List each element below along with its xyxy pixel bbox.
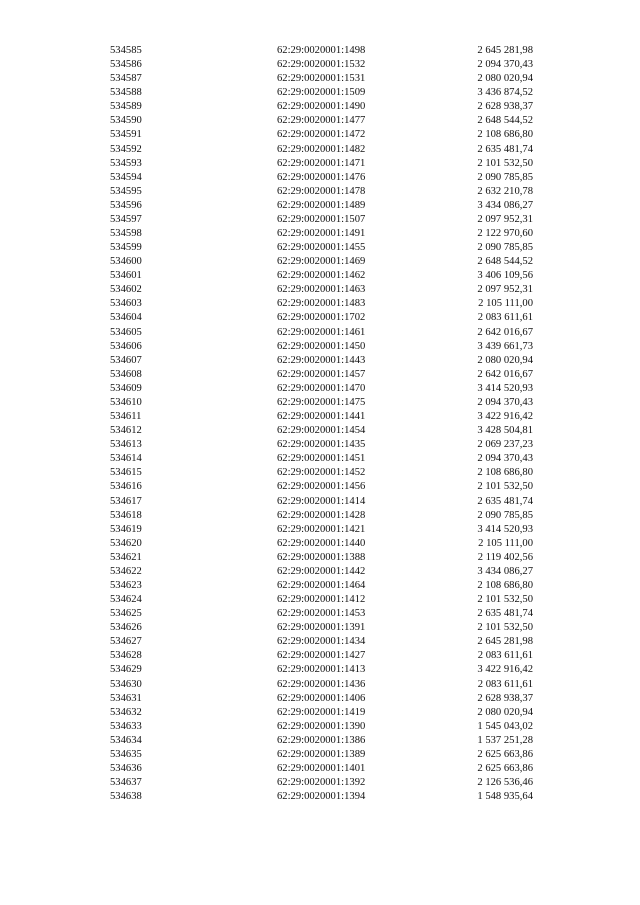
cadastral-number: 62:29:0020001:1491 xyxy=(277,228,366,240)
table-row xyxy=(0,185,640,199)
cadastral-value: 2 080 020,94 xyxy=(477,73,533,85)
cadastral-number: 62:29:0020001:1469 xyxy=(277,256,366,268)
record-number: 534609 xyxy=(110,382,142,394)
table-row xyxy=(0,720,640,734)
record-number: 534624 xyxy=(110,594,142,606)
cadastral-value: 2 080 020,94 xyxy=(477,354,533,366)
table-row xyxy=(0,410,640,424)
table-row xyxy=(0,326,640,340)
table-row xyxy=(0,213,640,227)
table-row xyxy=(0,58,640,72)
cadastral-number: 62:29:0020001:1457 xyxy=(277,368,366,380)
cadastral-value: 2 105 111,00 xyxy=(478,537,533,549)
record-number: 534617 xyxy=(110,495,142,507)
cadastral-number: 62:29:0020001:1489 xyxy=(277,199,366,211)
cadastral-number: 62:29:0020001:1462 xyxy=(277,270,366,282)
cadastral-value: 2 105 111,00 xyxy=(478,298,533,310)
record-number: 534586 xyxy=(110,59,142,71)
table-row xyxy=(0,565,640,579)
cadastral-number: 62:29:0020001:1476 xyxy=(277,171,366,183)
cadastral-value: 3 422 916,42 xyxy=(477,664,533,676)
record-number: 534615 xyxy=(110,467,142,479)
record-number: 534598 xyxy=(110,228,142,240)
cadastral-number: 62:29:0020001:1464 xyxy=(277,579,366,591)
table-row xyxy=(0,199,640,213)
cadastral-number: 62:29:0020001:1414 xyxy=(277,495,366,507)
cadastral-value: 2 094 370,43 xyxy=(477,59,533,71)
record-number: 534633 xyxy=(110,720,142,732)
cadastral-value: 2 101 532,50 xyxy=(477,481,533,493)
table-row xyxy=(0,72,640,86)
cadastral-value: 2 101 532,50 xyxy=(477,594,533,606)
cadastral-number: 62:29:0020001:1482 xyxy=(277,143,366,155)
cadastral-number: 62:29:0020001:1702 xyxy=(277,312,366,324)
table-row xyxy=(0,621,640,635)
cadastral-number: 62:29:0020001:1478 xyxy=(277,185,366,197)
record-number: 534603 xyxy=(110,298,142,310)
cadastral-value: 2 083 611,61 xyxy=(477,678,533,690)
table-row xyxy=(0,114,640,128)
table-row xyxy=(0,452,640,466)
cadastral-value: 2 635 481,74 xyxy=(477,608,533,620)
table-row xyxy=(0,171,640,185)
cadastral-value: 2 648 544,52 xyxy=(477,256,533,268)
cadastral-value: 3 436 874,52 xyxy=(477,87,533,99)
record-number: 534638 xyxy=(110,791,142,803)
table-row xyxy=(0,607,640,621)
table-row xyxy=(0,157,640,171)
cadastral-value: 2 108 686,80 xyxy=(477,129,533,141)
cadastral-value: 2 632 210,78 xyxy=(477,185,533,197)
cadastral-number: 62:29:0020001:1461 xyxy=(277,326,366,338)
record-number: 534600 xyxy=(110,256,142,268)
cadastral-value: 3 422 916,42 xyxy=(477,411,533,423)
table-row xyxy=(0,438,640,452)
table-row xyxy=(0,480,640,494)
table-row xyxy=(0,86,640,100)
table-row xyxy=(0,283,640,297)
cadastral-value: 2 094 370,43 xyxy=(477,453,533,465)
cadastral-value: 2 108 686,80 xyxy=(477,579,533,591)
record-number: 534628 xyxy=(110,650,142,662)
record-number: 534595 xyxy=(110,185,142,197)
record-number: 534629 xyxy=(110,664,142,676)
table-row xyxy=(0,382,640,396)
cadastral-number: 62:29:0020001:1401 xyxy=(277,762,366,774)
cadastral-value: 2 645 281,98 xyxy=(477,636,533,648)
cadastral-value: 2 083 611,61 xyxy=(477,312,533,324)
cadastral-value: 2 090 785,85 xyxy=(477,509,533,521)
record-number: 534590 xyxy=(110,115,142,127)
cadastral-number: 62:29:0020001:1477 xyxy=(277,115,366,127)
cadastral-number: 62:29:0020001:1428 xyxy=(277,509,366,521)
cadastral-number: 62:29:0020001:1434 xyxy=(277,636,366,648)
cadastral-number: 62:29:0020001:1413 xyxy=(277,664,366,676)
data-table xyxy=(0,44,640,804)
cadastral-number: 62:29:0020001:1441 xyxy=(277,411,366,423)
cadastral-value: 2 126 536,46 xyxy=(477,777,533,789)
record-number: 534622 xyxy=(110,565,142,577)
table-row xyxy=(0,509,640,523)
cadastral-number: 62:29:0020001:1453 xyxy=(277,608,366,620)
cadastral-number: 62:29:0020001:1498 xyxy=(277,45,366,56)
cadastral-value: 2 119 402,56 xyxy=(477,551,533,563)
cadastral-value: 2 122 970,60 xyxy=(477,228,533,240)
cadastral-value: 2 108 686,80 xyxy=(477,467,533,479)
cadastral-value: 2 094 370,43 xyxy=(477,396,533,408)
cadastral-number: 62:29:0020001:1456 xyxy=(277,481,366,493)
record-number: 534634 xyxy=(110,734,142,746)
cadastral-value: 1 545 043,02 xyxy=(477,720,533,732)
record-number: 534602 xyxy=(110,284,142,296)
cadastral-value: 2 628 938,37 xyxy=(477,692,533,704)
cadastral-number: 62:29:0020001:1452 xyxy=(277,467,366,479)
table-row xyxy=(0,241,640,255)
record-number: 534607 xyxy=(110,354,142,366)
record-number: 534611 xyxy=(110,411,142,423)
table-row xyxy=(0,579,640,593)
cadastral-number: 62:29:0020001:1406 xyxy=(277,692,366,704)
cadastral-number: 62:29:0020001:1455 xyxy=(277,242,366,254)
cadastral-number: 62:29:0020001:1471 xyxy=(277,157,366,169)
cadastral-value: 2 090 785,85 xyxy=(477,171,533,183)
record-number: 534631 xyxy=(110,692,142,704)
record-number: 534588 xyxy=(110,87,142,99)
table-row xyxy=(0,297,640,311)
table-row xyxy=(0,340,640,354)
record-number: 534594 xyxy=(110,171,142,183)
record-number: 534601 xyxy=(110,270,142,282)
record-number: 534585 xyxy=(110,45,142,56)
cadastral-value: 2 097 952,31 xyxy=(477,284,533,296)
cadastral-value: 2 642 016,67 xyxy=(477,368,533,380)
table-row xyxy=(0,368,640,382)
table-row xyxy=(0,692,640,706)
cadastral-value: 2 628 938,37 xyxy=(477,101,533,113)
record-number: 534587 xyxy=(110,73,142,85)
record-number: 534620 xyxy=(110,537,142,549)
cadastral-value: 3 439 661,73 xyxy=(477,340,533,352)
cadastral-number: 62:29:0020001:1391 xyxy=(277,622,366,634)
record-number: 534619 xyxy=(110,523,142,535)
cadastral-value: 2 083 611,61 xyxy=(477,650,533,662)
cadastral-number: 62:29:0020001:1394 xyxy=(277,791,366,803)
table-row xyxy=(0,776,640,790)
cadastral-number: 62:29:0020001:1412 xyxy=(277,594,366,606)
cadastral-value: 2 642 016,67 xyxy=(477,326,533,338)
table-row xyxy=(0,269,640,283)
cadastral-value: 3 434 086,27 xyxy=(477,199,533,211)
table-row xyxy=(0,663,640,677)
record-number: 534593 xyxy=(110,157,142,169)
record-number: 534626 xyxy=(110,622,142,634)
table-row xyxy=(0,635,640,649)
cadastral-value: 2 097 952,31 xyxy=(477,213,533,225)
record-number: 534618 xyxy=(110,509,142,521)
record-number: 534608 xyxy=(110,368,142,380)
cadastral-value: 2 625 663,86 xyxy=(477,748,533,760)
cadastral-number: 62:29:0020001:1451 xyxy=(277,453,366,465)
table-row xyxy=(0,100,640,114)
cadastral-number: 62:29:0020001:1470 xyxy=(277,382,366,394)
record-number: 534621 xyxy=(110,551,142,563)
cadastral-number: 62:29:0020001:1388 xyxy=(277,551,366,563)
cadastral-value: 3 428 504,81 xyxy=(477,425,533,437)
record-number: 534591 xyxy=(110,129,142,141)
record-number: 534637 xyxy=(110,777,142,789)
cadastral-value: 2 635 481,74 xyxy=(477,143,533,155)
cadastral-number: 62:29:0020001:1442 xyxy=(277,565,366,577)
table-row xyxy=(0,354,640,368)
table-row xyxy=(0,678,640,692)
cadastral-number: 62:29:0020001:1440 xyxy=(277,537,366,549)
cadastral-number: 62:29:0020001:1483 xyxy=(277,298,366,310)
record-number: 534597 xyxy=(110,213,142,225)
cadastral-value: 2 635 481,74 xyxy=(477,495,533,507)
cadastral-value: 2 080 020,94 xyxy=(477,706,533,718)
cadastral-number: 62:29:0020001:1463 xyxy=(277,284,366,296)
cadastral-number: 62:29:0020001:1390 xyxy=(277,720,366,732)
cadastral-number: 62:29:0020001:1509 xyxy=(277,87,366,99)
cadastral-number: 62:29:0020001:1386 xyxy=(277,734,366,746)
record-number: 534599 xyxy=(110,242,142,254)
table-row xyxy=(0,790,640,804)
table-row xyxy=(0,255,640,269)
record-number: 534625 xyxy=(110,608,142,620)
table-row xyxy=(0,466,640,480)
table-row xyxy=(0,706,640,720)
record-number: 534623 xyxy=(110,579,142,591)
table-row xyxy=(0,44,640,58)
table-row xyxy=(0,495,640,509)
cadastral-number: 62:29:0020001:1472 xyxy=(277,129,366,141)
table-row xyxy=(0,424,640,438)
table-row xyxy=(0,128,640,142)
cadastral-number: 62:29:0020001:1427 xyxy=(277,650,366,662)
record-number: 534614 xyxy=(110,453,142,465)
cadastral-value: 2 069 237,23 xyxy=(477,439,533,451)
cadastral-number: 62:29:0020001:1531 xyxy=(277,73,366,85)
record-number: 534632 xyxy=(110,706,142,718)
table-row xyxy=(0,551,640,565)
record-number: 534589 xyxy=(110,101,142,113)
cadastral-number: 62:29:0020001:1450 xyxy=(277,340,366,352)
record-number: 534610 xyxy=(110,396,142,408)
cadastral-number: 62:29:0020001:1475 xyxy=(277,396,366,408)
record-number: 534606 xyxy=(110,340,142,352)
cadastral-number: 62:29:0020001:1490 xyxy=(277,101,366,113)
record-number: 534596 xyxy=(110,199,142,211)
table-row xyxy=(0,734,640,748)
table-row xyxy=(0,649,640,663)
cadastral-value: 2 625 663,86 xyxy=(477,762,533,774)
table-row xyxy=(0,523,640,537)
cadastral-value: 3 406 109,56 xyxy=(477,270,533,282)
table-row xyxy=(0,396,640,410)
table-row xyxy=(0,311,640,325)
cadastral-value: 2 101 532,50 xyxy=(477,622,533,634)
cadastral-number: 62:29:0020001:1443 xyxy=(277,354,366,366)
record-number: 534604 xyxy=(110,312,142,324)
cadastral-value: 2 090 785,85 xyxy=(477,242,533,254)
table-row xyxy=(0,593,640,607)
cadastral-number: 62:29:0020001:1507 xyxy=(277,213,366,225)
cadastral-value: 2 648 544,52 xyxy=(477,115,533,127)
record-number: 534612 xyxy=(110,425,142,437)
cadastral-value: 3 414 520,93 xyxy=(477,382,533,394)
record-number: 534635 xyxy=(110,748,142,760)
cadastral-value: 2 101 532,50 xyxy=(477,157,533,169)
cadastral-number: 62:29:0020001:1435 xyxy=(277,439,366,451)
table-row xyxy=(0,762,640,776)
cadastral-number: 62:29:0020001:1389 xyxy=(277,748,366,760)
table-row xyxy=(0,227,640,241)
record-number: 534616 xyxy=(110,481,142,493)
cadastral-number: 62:29:0020001:1419 xyxy=(277,706,366,718)
cadastral-value: 1 548 935,64 xyxy=(477,791,533,803)
record-number: 534630 xyxy=(110,678,142,690)
cadastral-value: 1 537 251,28 xyxy=(477,734,533,746)
cadastral-value: 2 645 281,98 xyxy=(477,45,533,56)
table-row xyxy=(0,537,640,551)
cadastral-number: 62:29:0020001:1421 xyxy=(277,523,366,535)
cadastral-number: 62:29:0020001:1532 xyxy=(277,59,366,71)
cadastral-number: 62:29:0020001:1454 xyxy=(277,425,366,437)
record-number: 534605 xyxy=(110,326,142,338)
cadastral-value: 3 434 086,27 xyxy=(477,565,533,577)
record-number: 534592 xyxy=(110,143,142,155)
table-row xyxy=(0,143,640,157)
record-number: 534627 xyxy=(110,636,142,648)
cadastral-value: 3 414 520,93 xyxy=(477,523,533,535)
cadastral-number: 62:29:0020001:1392 xyxy=(277,777,366,789)
table-row xyxy=(0,748,640,762)
record-number: 534613 xyxy=(110,439,142,451)
cadastral-number: 62:29:0020001:1436 xyxy=(277,678,366,690)
record-number: 534636 xyxy=(110,762,142,774)
